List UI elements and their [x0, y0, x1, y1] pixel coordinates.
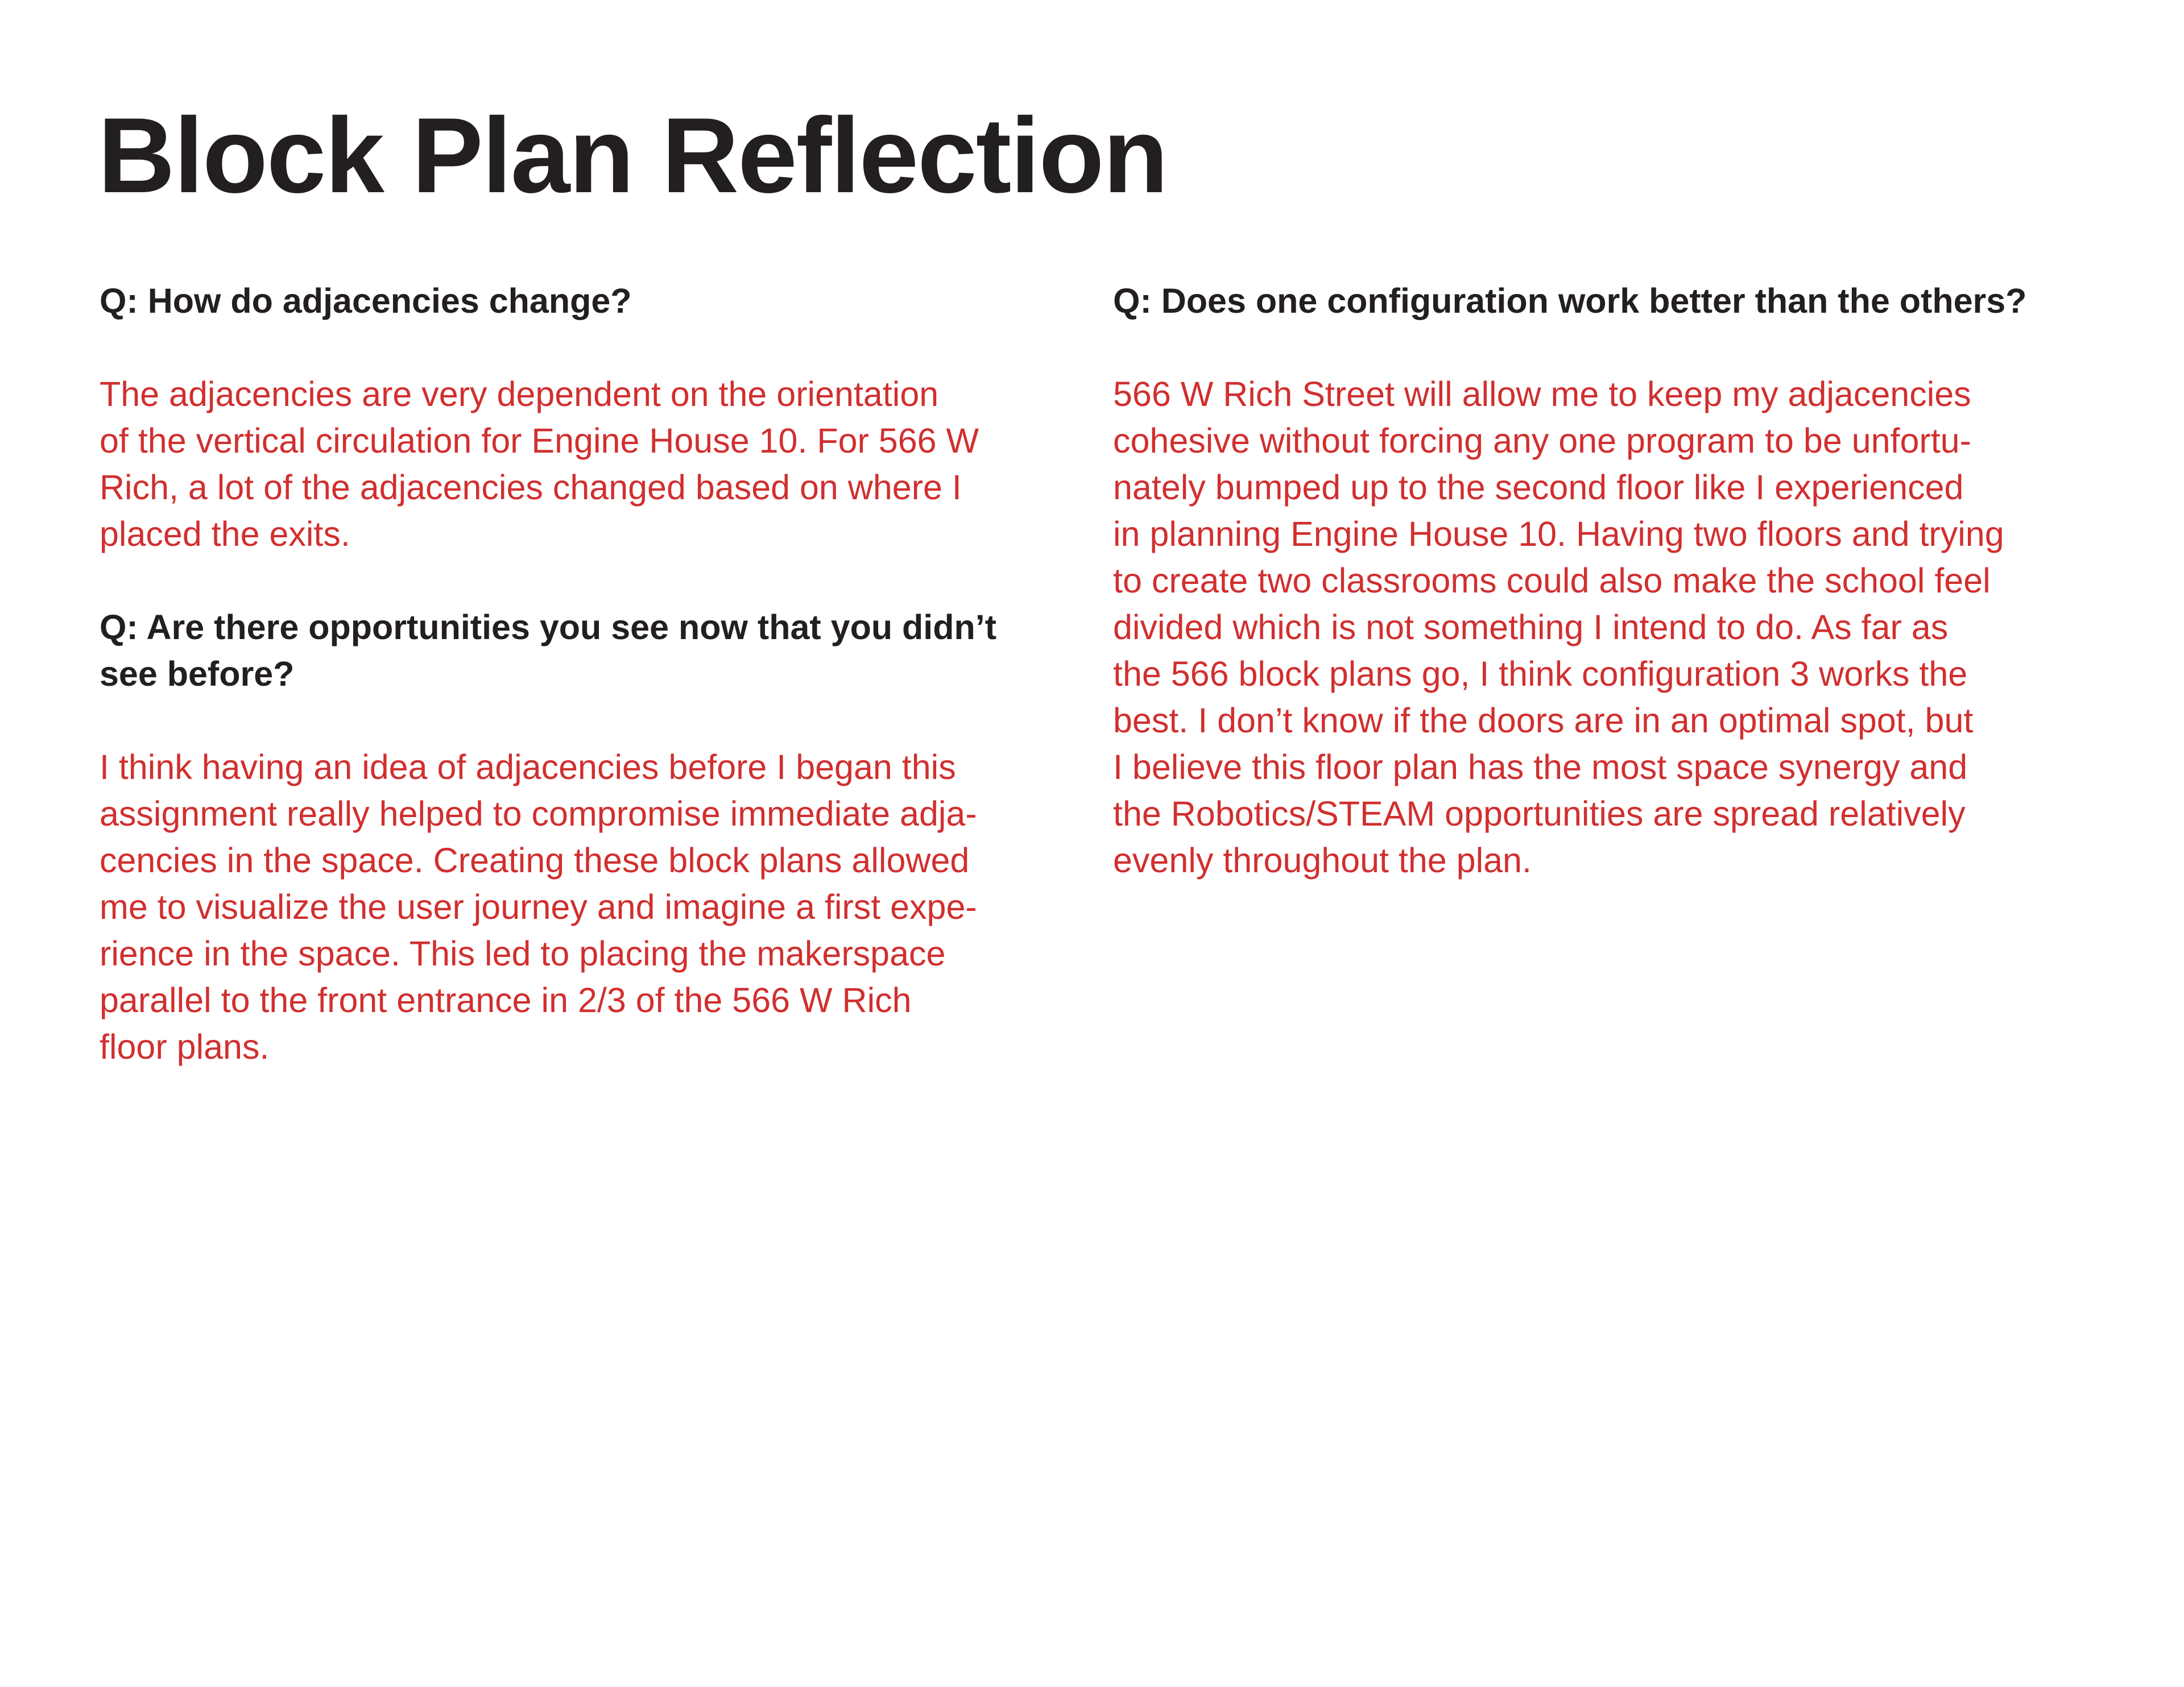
answer-line: in planning Engine House 10. Having two floors and trying	[1113, 515, 2004, 553]
answer-line: I believe this floor plan has the most space synergy and	[1113, 748, 1968, 786]
question-line: Q: Are there opportunities you see now that you didn’t	[100, 608, 997, 646]
answer-line: the 566 block plans go, I think configuration 3 works the	[1113, 654, 1968, 693]
question-block-adjacencies	[100, 277, 1078, 557]
page-title: Block Plan Reflection	[98, 96, 1168, 215]
answer-line: the Robotics/STEAM opportunities are spread relatively	[1113, 794, 1966, 833]
answer-line: The adjacencies are very dependent on the orientation	[100, 375, 939, 413]
answer-line: nately bumped up to the second floor like I experienced	[1113, 468, 1964, 507]
answer-line: evenly throughout the plan.	[1113, 841, 1532, 880]
right-column	[1113, 277, 2103, 884]
question-heading	[1113, 277, 2103, 324]
answer-line: of the vertical circulation for Engine House 10. For 566 W	[100, 421, 979, 460]
question-line: Q: How do adjacencies change?	[100, 281, 632, 320]
spacer	[100, 557, 1078, 604]
answer-line: I think having an idea of adjacencies before I began this	[100, 748, 956, 786]
question-line: see before?	[100, 654, 295, 693]
question-heading	[100, 604, 1078, 697]
answer-line: parallel to the front entrance in 2/3 of the 566 W Rich	[100, 981, 912, 1019]
answer-line: placed the exits.	[100, 515, 350, 553]
question-heading	[100, 277, 1078, 324]
question-line: Q: Does one configuration work better than the others?	[1113, 281, 2027, 320]
answer-line: divided which is not something I intend to do. As far as	[1113, 608, 1949, 646]
answer-line: floor plans.	[100, 1027, 270, 1066]
question-block-opportunities	[100, 604, 1078, 1070]
left-column	[100, 277, 1078, 1070]
answer-line: cencies in the space. Creating these block plans allowed	[100, 841, 970, 880]
answer-line: assignment really helped to compromise immediate adja-	[100, 794, 977, 833]
answer-line: best. I don’t know if the doors are in an optimal spot, but	[1113, 701, 1974, 740]
answer-line: cohesive without forcing any one program to be unfortu-	[1113, 421, 1971, 460]
answer-paragraph	[1113, 371, 2103, 884]
answer-line: to create two classrooms could also make the school feel	[1113, 561, 1991, 600]
answer-paragraph	[100, 371, 1078, 557]
question-block-configuration	[1113, 277, 2103, 884]
answer-line: rience in the space. This led to placing the makerspace	[100, 934, 946, 973]
answer-line: me to visualize the user journey and imagine a first expe-	[100, 888, 977, 926]
answer-line: 566 W Rich Street will allow me to keep my adjacencies	[1113, 375, 1971, 413]
answer-paragraph	[100, 744, 1078, 1070]
answer-line: Rich, a lot of the adjacencies changed based on where I	[100, 468, 962, 507]
